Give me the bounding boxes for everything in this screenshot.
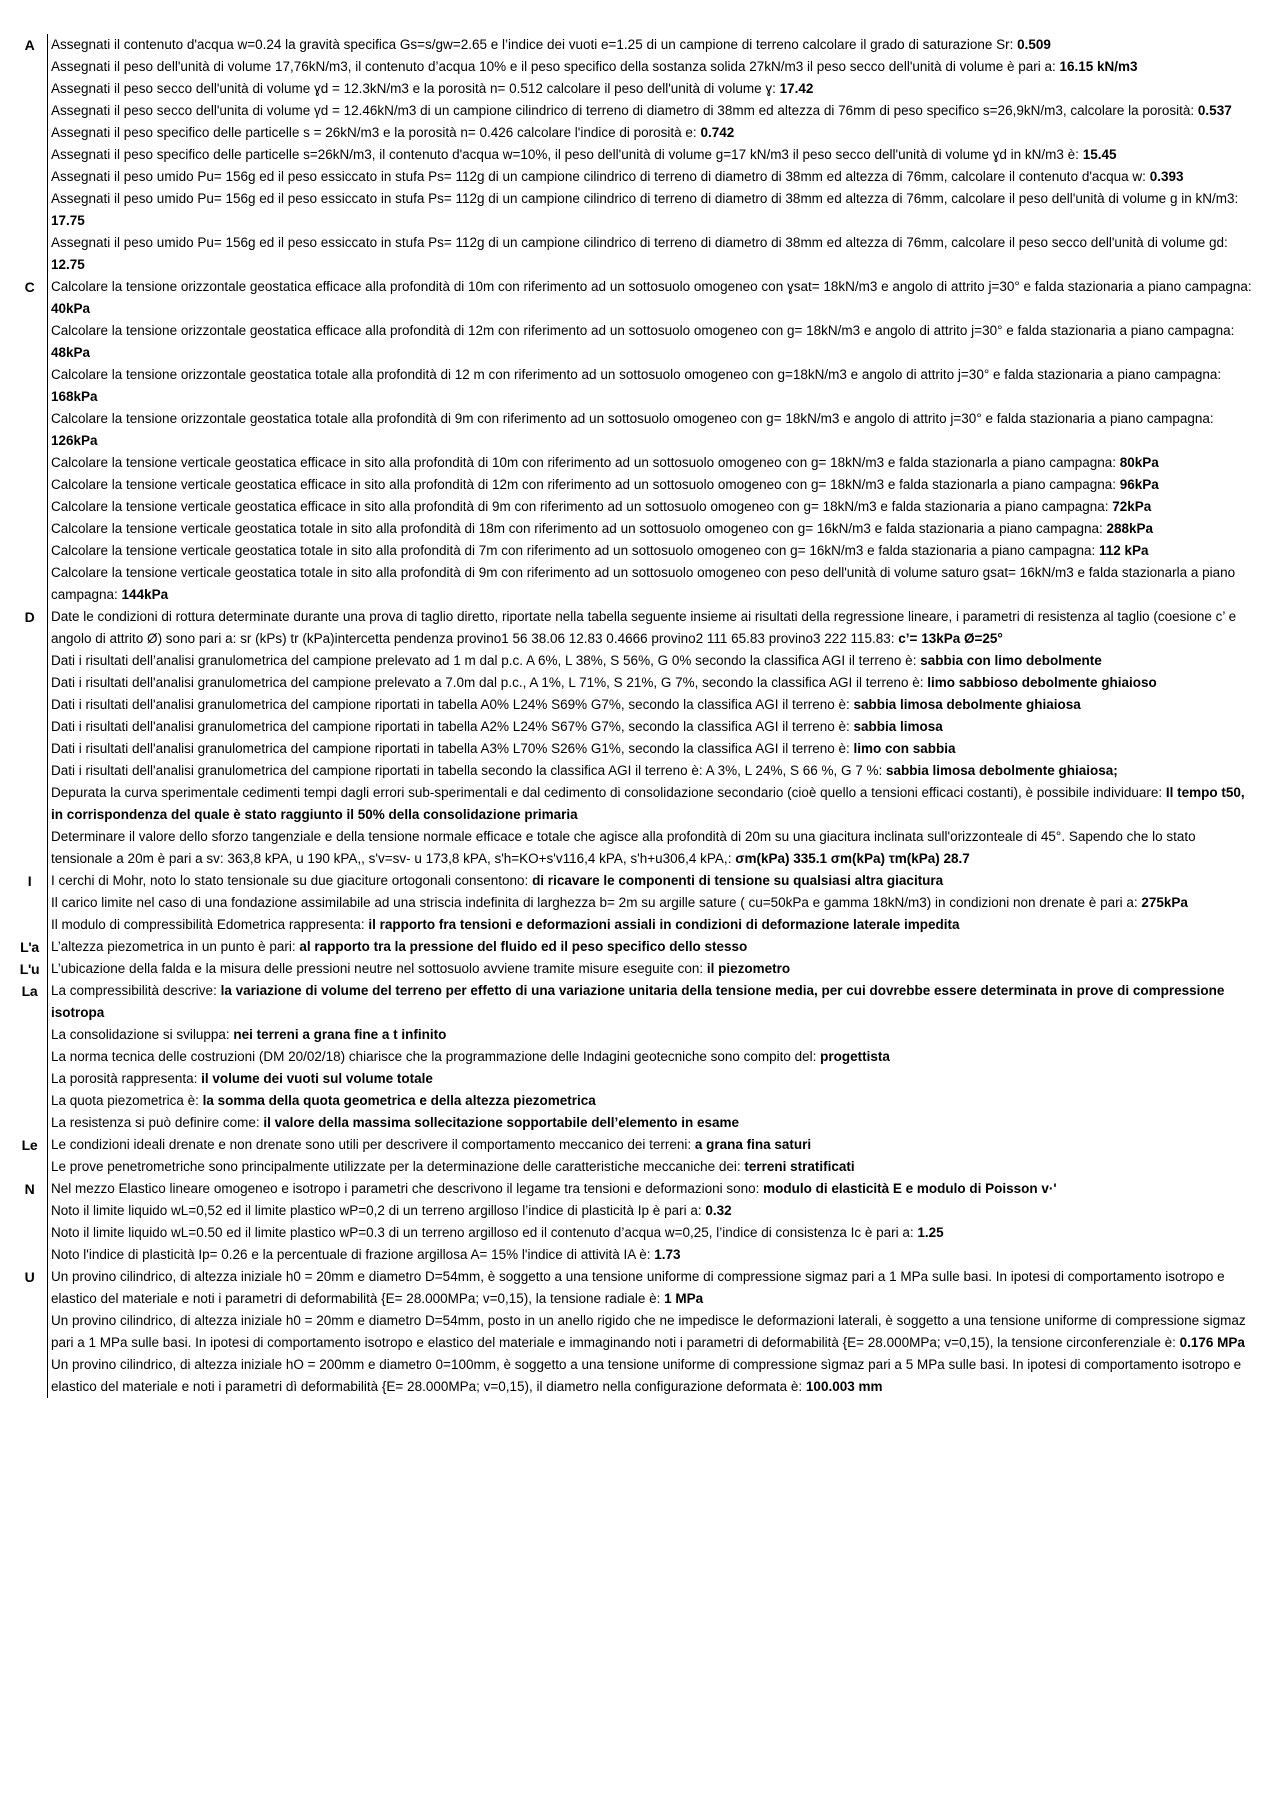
entry-row (12, 474, 1252, 496)
entry-row (12, 892, 1252, 914)
question: Calcolare la tensione verticale geostatica efficace in sito alla profondità di 12m con riferimento ad un sottosuolo omogeneo con g= 18kN/m3 e falda stazionarla a piano campagna: (51, 477, 1120, 492)
question-text (47, 1244, 1252, 1266)
question-text (47, 474, 1252, 496)
entry-row (12, 650, 1252, 672)
answer: 1.25 (917, 1225, 944, 1240)
answer: 126kPa (51, 433, 98, 448)
question: Noto il limite liquido wL=0,52 ed il limite plastico wP=0,2 di un terreno argilloso l’indice di plasticità Ip è pari a: (51, 1203, 706, 1218)
answer: sabbia limosa debolmente ghiaiosa (853, 697, 1081, 712)
question: L’ubicazione della falda e la misura delle pressioni neutre nel sottosuolo avviene tramite misure eseguite con: (51, 961, 707, 976)
question: Assegnati il peso secco dell'unita di volume γd = 12.46kN/m3 di un campione cilindrico di terreno di diametro di 38mm ed altezza di 76mm di peso specifico s=26,9kN/m3, calcolare la porosità: (51, 103, 1198, 118)
question: La quota piezometrica è: (51, 1093, 203, 1108)
question: Un provino cilindrico, di altezza iniziale h0 = 20mm e diametro D=54mm, posto in un anello rigido che ne impedisce le deformazioni laterali, è soggetto a una tensione uniforme di compressione sigmaz pari a 1 MPa sulle basi. In ipotesi di comportamento isotropo e elastico del materiale e immaginando noti i parametri di deformabilità {E= 28.000MPa; v=0,15), la tensione circonferenziale è: (51, 1313, 1246, 1350)
answer: σm(kPa) 335.1 σm(kPa) τm(kPa) 28.7 (735, 851, 970, 866)
entry-row (12, 1068, 1252, 1090)
question: La compressibilità descrive: (51, 983, 221, 998)
entry-row (12, 1112, 1252, 1134)
entry-row (12, 782, 1252, 826)
question-text (47, 1090, 1252, 1112)
question: Assegnati il peso umido Pu= 156g ed il peso essiccato in stufa Ps= 112g di un campione cilindrico di terreno di diametro di 38mm ed altezza di 76mm, calcolare il peso dell'unità di volume g in kN/m3: (51, 191, 1239, 206)
answer: limo sabbioso debolmente ghiaioso (927, 675, 1157, 690)
entry-row (12, 364, 1252, 408)
question-text (47, 716, 1252, 738)
entry-row (12, 1310, 1252, 1354)
entry-row (12, 100, 1252, 122)
question-text (47, 1222, 1252, 1244)
question: La resistenza si può definire come: (51, 1115, 264, 1130)
section-letter: Le (21, 1137, 38, 1153)
question-text (47, 408, 1252, 452)
entry-row (12, 1046, 1252, 1068)
question-text (47, 364, 1252, 408)
entry-row (12, 1090, 1252, 1112)
question: Assegnati il peso secco dell'unità di volume ɣd = 12.3kN/m3 e la porosità n= 0.512 calcolare il peso dell'unità di volume ɣ: (51, 81, 780, 96)
question: Calcolare la tensione orizzontale geostatica efficace alla profondità di 10m con riferimento ad un sottosuolo omogeneo con ɣsat= 18kN/m3 e angolo di attrito j=30° e falda stazionaria a piano campagna: (51, 279, 1252, 294)
answer: sabbia limosa (853, 719, 943, 734)
question: Calcolare la tensione verticale geostatica totale in sito alla profondità di 7m con riferimento ad un sottosuolo omogeneo con g= 16kN/m3 e falda stazionaria a piano campagna: (51, 543, 1100, 558)
answer: il piezometro (706, 961, 791, 976)
question: Un provino cilindrico, di altezza iniziale hO = 200mm e diametro 0=100mm, è soggetto a una tensione uniforme di compressione sìgmaz pari a 5 MPa sulle basi. In ipotesi di comportamento isotropo e elastico del materiale e noti i parametri dì deformabilità {E= 28.000MPa; v=0,15), il diametro nella configurazione deformata è: (51, 1357, 1242, 1394)
question-text (47, 738, 1252, 760)
question-text (47, 320, 1252, 364)
question-text (47, 1200, 1252, 1222)
entry-row (12, 1024, 1252, 1046)
question: Noto il limite liquido wL=0.50 ed il limite plastico wP=0.3 di un terreno argilloso ed il contenuto d’acqua w=0,25, l’indice di consistenza Ic è pari a: (51, 1225, 918, 1240)
answer: 0.742 (700, 125, 735, 140)
question-text (47, 782, 1252, 826)
answer: 40kPa (51, 301, 91, 316)
entry-row (12, 166, 1252, 188)
question: Date le condizioni di rottura determinate durante una prova di taglio diretto, riportate nella tabella seguente insieme ai risultati della regressione lineare, i parametri di resistenza al taglio (coesione c’ e angolo di attrito Ø) sono pari a: sr (kPs) tr (kPa)intercetta pendenza provino1 56 38.06 12.83 0.4666 provino2 111 65.83 provino3 222 115.83: (51, 609, 1237, 646)
answer: 17.42 (779, 81, 814, 96)
entry-row (12, 78, 1252, 100)
answer: il volume dei vuoti sul volume totale (201, 1071, 433, 1086)
entry-row (12, 1244, 1252, 1266)
question-text (47, 1134, 1252, 1156)
question-text (47, 694, 1252, 716)
answer: 0.176 MPa (1179, 1335, 1245, 1350)
answer: 275kPa (1141, 895, 1188, 910)
answer: 0.393 (1149, 169, 1184, 184)
question-text (47, 1156, 1252, 1178)
answer: sabbia con limo debolmente (920, 653, 1102, 668)
answer: 112 kPa (1099, 543, 1149, 558)
entry-row (12, 672, 1252, 694)
entry-row (12, 188, 1252, 232)
answer: il valore della massima sollecitazione sopportabile dell’elemento in esame (263, 1115, 740, 1130)
answer: 144kPa (121, 587, 169, 602)
question: Dati i risultati dell'analisi granulometrica del campione riportati in tabella secondo la classifica AGI il terreno è: A 3%, L 24%, S 66 %, G 7 %: (51, 763, 886, 778)
answer: 80kPa (1119, 455, 1159, 470)
question: La norma tecnica delle costruzioni (DM 20/02/18) chiarisce che la programmazione delle Indagini geotecniche sono compito del: (51, 1049, 821, 1064)
question: Calcolare la tensione verticale geostatica totale in sito alla profondità di 9m con riferimento ad un sottosuolo omogeneo con peso dell'unità di volume saturo gsat= 16kN/m3 e falda stazionarla a piano campagna: (51, 565, 1236, 602)
question-text (47, 188, 1252, 232)
entry-row (12, 144, 1252, 166)
answer: nei terreni a grana fine a t infinito (233, 1027, 447, 1042)
answer: la somma della quota geometrica e della altezza piezometrica (202, 1093, 596, 1108)
entry-row (12, 540, 1252, 562)
answer: 168kPa (51, 389, 98, 404)
question-text (47, 518, 1252, 540)
entry-row (12, 1200, 1252, 1222)
question: Determinare il valore dello sforzo tangenziale e della tensione normale efficace e totale che agisce alla profondità di 20m su una giacitura inclinata sull'orizzonteale di 45°. Sapendo che lo stato tensionale a 20m è pari a sv: 363,8 kPA, u 190 kPA,, s'v=sv- u 173,8 kPA, s'h=KO+s'v116,4 kPA, s'h+u306,4 kPA,: (51, 829, 1196, 866)
answer: a grana fina saturi (694, 1137, 812, 1152)
entry-row (12, 606, 1252, 650)
question: Calcolare la tensione verticale geostatica totale in sito alla profondità di 18m con riferimento ad un sottosuolo omogeneo con g= 16kN/m3 e falda stazionaria a piano campagna: (51, 521, 1107, 536)
section-letter: U (24, 1269, 35, 1285)
entry-row (12, 870, 1252, 892)
question: L’altezza piezometrica in un punto è pari: (51, 939, 300, 954)
question-text (47, 144, 1252, 166)
entry-row (12, 980, 1252, 1024)
question-text (47, 1046, 1252, 1068)
answer: modulo di elasticità E e modulo di Poisson v·' (763, 1181, 1057, 1196)
entry-row (12, 958, 1252, 980)
answer: sabbia limosa debolmente ghiaiosa; (886, 763, 1118, 778)
answer: 288kPa (1106, 521, 1154, 536)
section-letter: L'a (20, 939, 39, 955)
question-text (47, 1068, 1252, 1090)
entry-row (12, 408, 1252, 452)
question-text (47, 1178, 1252, 1200)
entry-row (12, 452, 1252, 474)
entry-row (12, 276, 1252, 320)
question: Assegnati il contenuto d'acqua w=0.24 la gravità specifica Gs=s/gw=2.65 e l’indice dei vuoti e=1.25 di un campione di terreno calcolare il grado di saturazione Sr: (51, 37, 1018, 52)
question-text (47, 914, 1252, 936)
answer: 48kPa (51, 345, 91, 360)
question: Dati i risultati dell'analisi granulometrica del campione riportati in tabella A0% L24% S69% G7%, secondo la classifica AGI il terreno è: (51, 697, 854, 712)
entry-row (12, 738, 1252, 760)
answer: il rapporto fra tensioni e deformazioni assiali in condizioni di deformazione laterale impedita (368, 917, 960, 932)
entry-row (12, 1222, 1252, 1244)
question-text (47, 1112, 1252, 1134)
section-letter: C (24, 279, 35, 295)
question-text (47, 34, 1252, 56)
answer: 17.75 (51, 213, 85, 228)
question-text (47, 452, 1252, 474)
question-text (47, 826, 1252, 870)
answer: 1 MPa (664, 1291, 704, 1306)
entry-row (12, 56, 1252, 78)
question: Un provino cilindrico, di altezza iniziale h0 = 20mm e diametro D=54mm, è soggetto a una tensione uniforme di compressione sigmaz pari a 1 MPa sulle basi. In ipotesi di comportamento isotropo e elastico del materiale e noti i parametri di deformabilità {E= 28.000MPa; v=0,15), la tensione radiale è: (51, 1269, 1225, 1306)
question-text (47, 56, 1252, 78)
answer: progettista (820, 1049, 890, 1064)
question: Noto l'indice di plasticità Ip= 0.26 e la percentuale di frazione argillosa A= 15% l'indice di attività IA è: (51, 1247, 655, 1262)
question-text (47, 276, 1252, 320)
entry-row (12, 1156, 1252, 1178)
question-text (47, 1024, 1252, 1046)
entry-row (12, 320, 1252, 364)
question: Il carico limite nel caso di una fondazione assimilabile ad una striscia indefinita di larghezza b= 2m su argille sature ( cu=50kPa e gamma 18kN/m3) in condizioni non drenate è pari a: (51, 895, 1142, 910)
question: Calcolare la tensione orizzontale geostatica totale alla profondità di 12 m con riferimento ad un sottosuolo omogeneo con g=18kN/m3 e angolo di attrito j=30° e falda stazionaria a piano campagna: (51, 367, 1222, 382)
entry-row (12, 1134, 1252, 1156)
entry-row (12, 496, 1252, 518)
entry-row (12, 1354, 1252, 1398)
question: Assegnati il peso umido Pu= 156g ed il peso essiccato in stufa Ps= 112g di un campione cilindrico di terreno di diametro di 38mm ed altezza di 76mm, calcolare il peso secco dell'unità di volume gd: (51, 235, 1228, 250)
section-letter: A (24, 37, 35, 53)
entry-row (12, 914, 1252, 936)
question: Dati i risultati dell'analisi granulometrica del campione riportati in tabella A2% L24% S67% G7%, secondo la classifica AGI il terreno è: (51, 719, 854, 734)
answer: 96kPa (1119, 477, 1159, 492)
answer: 0.537 (1197, 103, 1232, 118)
entry-row (12, 716, 1252, 738)
question-text (47, 1266, 1252, 1310)
question: Nel mezzo Elastico lineare omogeneo e isotropo i parametri che descrivono il legame tra tensioni e deformazioni sono: (51, 1181, 764, 1196)
question: Assegnati il peso umido Pu= 156g ed il peso essiccato in stufa Ps= 112g di un campione cilindrico di terreno di diametro di 38mm ed altezza di 76mm, calcolare il contenuto d'acqua w: (51, 169, 1150, 184)
question: Dati i risultati dell'analisi granulometrica del campione riportati in tabella A3% L70% S26% G1%, secondo la classifica AGI il terreno è: (51, 741, 854, 756)
answer: 1.73 (654, 1247, 681, 1262)
answer: la variazione di volume del terreno per effetto di una variazione unitaria della tensione media, per cui dovrebbe essere determinata in prove di compressione isotropa (51, 983, 1225, 1020)
question: La porosità rappresenta: (51, 1071, 202, 1086)
question-text (47, 100, 1252, 122)
question-text (47, 1354, 1252, 1398)
question-text (47, 892, 1252, 914)
answer: 0.509 (1017, 37, 1051, 52)
question: Calcolare la tensione verticale geostatica efficace in sito alla profondità di 9m con riferimento ad un sottosuolo omogeneo con g= 18kN/m3 e falda stazionaria a piano campagna: (51, 499, 1113, 514)
question: Le prove penetrometriche sono principalmente utilizzate per la determinazione delle caratteristiche meccaniche dei: (51, 1159, 745, 1174)
question-text (47, 166, 1252, 188)
entry-row (12, 518, 1252, 540)
answer: c’= 13kPa Ø=25° (898, 631, 1003, 646)
question-text (47, 232, 1252, 276)
answer: di ricavare le componenti di tensione su qualsiasi altra giacitura (532, 873, 944, 888)
answer: 16.15 kN/m3 (1059, 59, 1138, 74)
entry-row (12, 760, 1252, 782)
entry-row (12, 562, 1252, 606)
question-text (47, 936, 1252, 958)
answer: al rapporto tra la pressione del fluido ed il peso specifico dello stesso (299, 939, 748, 954)
section-letter: N (24, 1181, 35, 1197)
question: Assegnati il peso specifico delle particelle s = 26kN/m3 e la porosità n= 0.426 calcolare l'indice di porosità e: (51, 125, 701, 140)
question-text (47, 958, 1252, 980)
entry-row (12, 232, 1252, 276)
question-text (47, 672, 1252, 694)
question-text (47, 980, 1252, 1024)
answer: terreni stratificati (744, 1159, 855, 1174)
entry-row (12, 1266, 1252, 1310)
question-text (47, 606, 1252, 650)
entry-row (12, 694, 1252, 716)
section-letter: D (24, 609, 35, 625)
question-text (47, 650, 1252, 672)
answer: 100.003 mm (805, 1379, 883, 1394)
question: Calcolare la tensione orizzontale geostatica totale alla profondità di 9m con riferimento ad un sottosuolo omogeneo con g= 18kN/m3 e angolo di attrito j=30° e falda stazionaria a piano campagna: (51, 411, 1214, 426)
question: Assegnati il peso specifico delle particelle s=26kN/m3, il contenuto d'acqua w=10%, il peso dell'unità di volume g=17 kN/m3 il peso secco dell'unità di volume ɣd in kN/m3 è: (51, 147, 1083, 162)
question: Il modulo di compressibilità Edometrica rappresenta: (51, 917, 369, 932)
question: I cerchi di Mohr, noto lo stato tensionale su due giaciture ortogonali consentono: (51, 873, 533, 888)
question-text (47, 496, 1252, 518)
answer: 15.45 (1082, 147, 1117, 162)
question-text (47, 870, 1252, 892)
answer: 72kPa (1112, 499, 1152, 514)
question: Le condizioni ideali drenate e non drenate sono utili per descrivere il comportamento meccanico dei terreni: (51, 1137, 695, 1152)
section-letter: La (21, 983, 38, 999)
question-text (47, 562, 1252, 606)
answer: Il tempo t50, in corrispondenza del quale è stato raggiunto il 50% della consolidazione primaria (51, 785, 1245, 822)
entry-row (12, 826, 1252, 870)
question: Calcolare la tensione orizzontale geostatica efficace alla profondità di 12m con riferimento ad un sottosuolo omogeneo con g= 18kN/m3 e angolo di attrito j=30° e falda stazionaria a piano campagna: (51, 323, 1235, 338)
question-text (47, 122, 1252, 144)
question: Assegnati il peso dell'unità di volume 17,76kN/m3, il contenuto d’acqua 10% e il peso specifico della sostanza solida 27kN/m3 il peso secco dell'unità di volume è pari a: (51, 59, 1060, 74)
question: Dati i risultati dell'analisi granulometrica del campione prelevato a 7.0m dal p.c., A 1%, L 71%, S 21%, G 7%, secondo la classifica AGI il terreno è: (51, 675, 928, 690)
section-letter: L'u (19, 961, 40, 977)
question-text (47, 78, 1252, 100)
entry-row (12, 936, 1252, 958)
question-text (47, 540, 1252, 562)
answer: limo con sabbia (853, 741, 956, 756)
question: Depurata la curva sperimentale cedimenti tempi dagli errori sub-sperimentali e dal cedimento di consolidazione secondario (cioè quello a tensioni efficaci costanti), è possibile individuare: (51, 785, 1166, 800)
entry-row (12, 34, 1252, 56)
question: Dati i risultati dell’analisi granulometrica del campione prelevato ad 1 m dal p.c. A 6%, L 38%, S 56%, G 0% secondo la classifica AGI il terreno è: (51, 653, 921, 668)
document-body (12, 34, 1252, 1398)
entry-row (12, 1178, 1252, 1200)
question-text (47, 1310, 1252, 1354)
answer: 0.32 (705, 1203, 732, 1218)
answer: 12.75 (51, 257, 85, 272)
question-text (47, 760, 1252, 782)
section-letter: I (27, 873, 32, 889)
entry-row (12, 122, 1252, 144)
question: Calcolare la tensione verticale geostatica efficace in sito alla profondità di 10m con riferimento ad un sottosuolo omogeneo con g= 18kN/m3 e falda stazionarla a piano campagna: (51, 455, 1120, 470)
question: La consolidazione si sviluppa: (51, 1027, 234, 1042)
